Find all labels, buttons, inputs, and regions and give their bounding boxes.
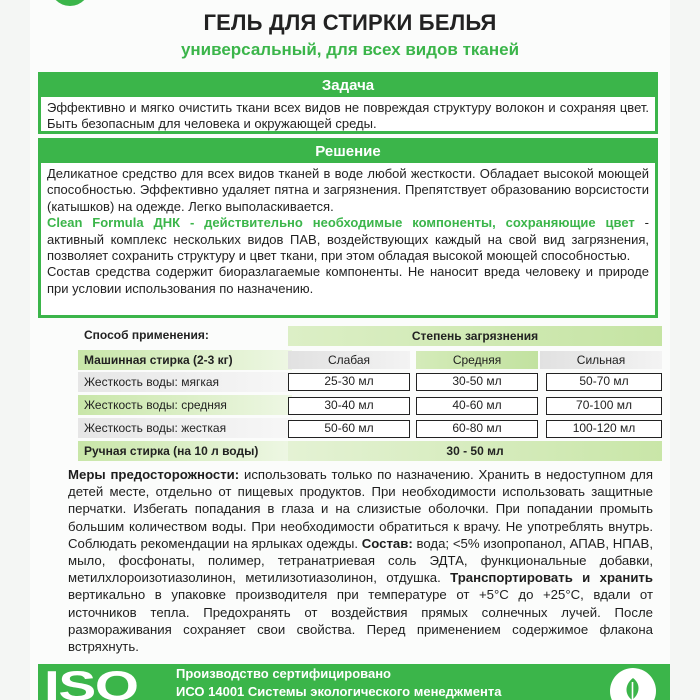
composition-label: Состав:	[361, 535, 413, 551]
cell-medium-medium: 40-60 мл	[416, 397, 538, 415]
hand-label: Ручная стирка (на 10 л воды)	[84, 444, 259, 458]
level-light: Слабая	[288, 351, 410, 369]
cell-hard-light: 50-60 мл	[288, 420, 410, 438]
cell-hard-heavy: 100-120 мл	[546, 420, 662, 438]
row-soft-label: Жесткость воды: мягкая	[84, 375, 219, 389]
composition-text: вода; <5% изопропанол, АПАВ, НПАВ, мыло, фосфонаты, полимер, тетранатриевая соль ЭДТА, функциональные добавки, метилхлороизотиазолинон, метилизотиазолинон, отдушка.	[68, 535, 653, 586]
task-section	[38, 72, 658, 134]
storage-label: Транспортировать и хранить	[450, 570, 653, 586]
product-title: ГЕЛЬ ДЛЯ СТИРКИ БЕЛЬЯ	[203, 10, 497, 35]
solution-paragraph-2	[47, 215, 649, 264]
cert-line-1: Производство сертифицировано	[176, 666, 391, 681]
product-subtitle: универсальный, для всех видов тканей	[180, 40, 520, 59]
solution-heading: Решение	[41, 141, 655, 163]
eco-badge	[610, 668, 656, 700]
solution-paragraph-3: Состав средства содержит биоразлагаемые компоненты. Не наносит вреда человеку и природе при условии использования по назначению.	[47, 264, 649, 296]
clean-formula-highlight: Clean Formula ДНК - действительно необходимые компоненты, сохраняющие цвет	[47, 215, 635, 231]
solution-body	[41, 163, 655, 301]
storage-text: вертикально в упаковке производителя при температуре от +5°С до +25°С, вдали от источников тепла. Предохранять от воздействия прямых солнечных лучей. После размораживания сохраняет свои свойства. Перед применением содержимое флакона встряхнуть.	[68, 587, 653, 655]
usage-table	[78, 324, 670, 462]
method-label: Способ применения:	[84, 328, 209, 342]
cell-medium-heavy: 70-100 мл	[546, 397, 662, 415]
precautions-label: Меры предосторожности:	[68, 467, 240, 482]
cell-soft-medium: 30-50 мл	[416, 373, 538, 391]
row-hard-label: Жесткость воды: жесткая	[84, 421, 227, 435]
cell-hard-medium: 60-80 мл	[416, 420, 538, 438]
level-label: Степень загрязнения	[411, 329, 539, 343]
iso-logo: ISO	[44, 662, 138, 700]
cell-medium-light: 30-40 мл	[288, 397, 410, 415]
footer-band	[38, 664, 670, 700]
leaf-icon	[621, 676, 645, 700]
precautions-text: использовать только по назначению. Хранить в недоступном для детей месте, отдельно от пищевых продуктов. При необходимости использовать защитные перчатки. Избегать попадания в глаза и на слизистые оболочки. При попадании промыть большим количеством воды. При необходимости обратиться к врачу. Не употреблять внутрь. Соблюдать рекомендации на ярлыках одежды.	[68, 467, 653, 551]
solution-section	[38, 138, 658, 318]
cell-soft-light: 25-30 мл	[288, 373, 410, 391]
warnings-text	[68, 466, 653, 655]
level-medium: Средняя	[416, 351, 538, 369]
cell-soft-heavy: 50-70 мл	[546, 373, 662, 391]
task-text: Эффективно и мягко очистить ткани всех видов не повреждая структуру волокон и сохраняя цвет. Быть безопасным для человека и окружающей среды.	[47, 100, 649, 132]
solution-paragraph-1: Деликатное средство для всех видов тканей в воде любой жесткости. Обладает высокой моющей способностью. Эффективно удаляет пятна и загрязнения. Препятствует образованию ворсистости (катышков) на одежде. Легко выполаскивается.	[47, 166, 649, 214]
level-heavy: Сильная	[540, 351, 662, 369]
cert-line-2: ИСО 14001 Системы экологического менеджмента	[176, 684, 502, 699]
clean-formula-text: - активный комплекс нескольких видов ПАВ, воздействующих каждый на свой вид загрязнения, позволяет сохранить структуру и цвет ткани, при этом обладая высокой моющей способностью.	[47, 215, 649, 264]
row-medium-label: Жесткость воды: средняя	[84, 398, 227, 412]
hand-value: 30 - 50 мл	[446, 444, 504, 458]
task-heading: Задача	[41, 75, 655, 97]
machine-label: Машинная стирка (2-3 кг)	[84, 353, 233, 367]
